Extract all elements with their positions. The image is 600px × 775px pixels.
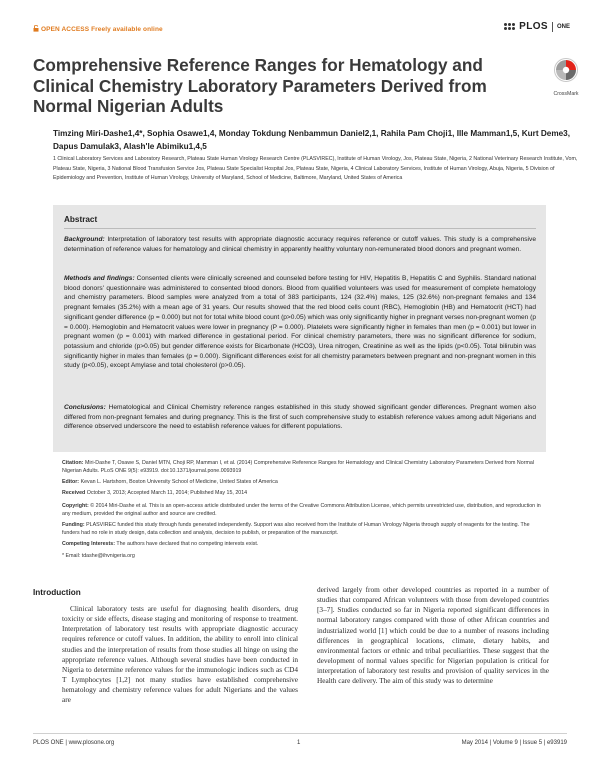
abstract-background bbox=[64, 235, 536, 254]
crossmark-badge[interactable] bbox=[548, 57, 584, 97]
open-access-text: OPEN ACCESS Freely available online bbox=[41, 26, 163, 33]
conclusions-label: Conclusions: bbox=[64, 404, 106, 411]
crossmark-label: CrossMark bbox=[553, 91, 579, 97]
introduction-heading: Introduction bbox=[33, 588, 81, 597]
plos-dots-icon bbox=[504, 23, 515, 30]
copyright: Copyright: © 2014 Miri-Dashe et al. This is an open-access article distributed under the terms of the Creative Commons Attribution License, which permits unrestricted use, distribution, and reproduction in any medium, provided the original author and source are credited. bbox=[62, 503, 541, 517]
open-lock-icon bbox=[33, 25, 39, 32]
journal-logo[interactable] bbox=[504, 21, 570, 32]
abstract-heading: Abstract bbox=[64, 215, 98, 224]
footer-issue: May 2014 | Volume 9 | Issue 5 | e93919 bbox=[461, 740, 567, 746]
background-label: Background: bbox=[64, 236, 105, 243]
page-number: 1 bbox=[297, 740, 301, 746]
affiliations: 1 Clinical Laboratory Services and Laboratory Research, Plateau State Human Virology Research Centre (PLASVIREC), Institute of Human Virology, Jos, Plateau State, Nigeria, 2 National Veterinary Research Institute, Vom, Plateau State, Nigeria, 3 National Blood Transfusion Service Jos, Plateau State Specialist Hospital Jos, Plateau State, Nigeria, 4 Clinical Laboratory Services, Institute of Human Virology, Abuja, Nigeria, 5 Division of Epidemiology and Prevention, Institute of Human Virology, University of Maryland, School of Medicine, Baltimore, Maryland, United States of America bbox=[53, 156, 578, 182]
intro-column-1: Clinical laboratory tests are useful for diagnosing health disorders, drug toxicity or side effects, disease staging and monitoring of response to treatment. Interpretation of laboratory test results with appropriate diagnostic accuracy requires reference or cutoff values. In addition, the ability to enroll into clinical studies and the interpretation of results from those studies all hinge on using the appropriate reference values. Although several studies have been conducted in Nigeria to determine reference values for the immunologic indices such as CD4 T Lymphocytes [1,2] not many studies have established comprehensive hematology and chemistry reference values for adult Nigerians and the values are bbox=[62, 604, 298, 705]
abstract-conclusions bbox=[64, 403, 536, 432]
citation: Citation: Miri-Dashe T, Osawe S, Daniel MTN, Choji RP, Mamman I, et al. (2014) Comprehensive Reference Ranges for Hematology and Clinical Chemistry Laboratory Parameters Derived from Normal Nigerian Adults. PLoS ONE 9(5): e93919. doi:10.1371/journal.pone.0093919 bbox=[62, 460, 535, 474]
intro-column-2: derived largely from other developed countries as reported in a number of studies that compared African volunteers with those from developed countries [3–7]. Studies conducted so far in Nigeria reported significant differences in normal laboratory ranges compared with those of other African countries and industrialized world [1] which could be due to a number of reasons including differences in geographical locations, climate, dietary habits, and environmental factors or ethnic and tribal peculiarities. These suggest that the development of normal values specific for Nigerian population is critical for interpretation of laboratory test results and provision of quality services in the Health care delivery. The aim of this study was to determine bbox=[317, 585, 549, 686]
methods-text: Consented clients were clinically screened and counseled before testing for HIV, Hepatitis B, Hepatitis C and Syphilis. Standard national blood donors' questionnaire was administered to consented blood donors. Blood from qualified volunteers was used for measurement of complete hematology and chemistry parameters. Blood samples were analyzed from a total of 383 participants, 124 (32.4%) males, 125 (32.6%) non-pregnant females and 134 pregnant females (35.2%) with a mean age of 31 years. Our results showed that the red blood cells count (RBC), Hemoglobin (HB) and Hematocrit (HCT) had significant gender difference (p = 0.000) but not for total white blood count (p>0.05) which was only significantly higher in pregnant verses non-pregnant women (p = 0.000). Hemoglobin and Hematocrit values were lower in pregnancy (P = 0.000). Platelets were significantly higher in females than men (p = 0.001) but lower in pregnant women (p = 0.001) with marked difference in gestational period. For clinical chemistry parameters, there was no significant difference for sodium, potassium and chloride (p>0.05) but gender difference exists for Bicarbonate (HCO3), Urea nitrogen, Creatinine as well as the lipids (p<0.05). Total bilirubin was significantly higher in males than females (p = 0.000). Significant differences exist for all chemistry parameters between pregnant and non-pregnant women in this study (p<0.05), except Amylase and total cholesterol (p>0.05). bbox=[64, 275, 536, 370]
competing-interests: Competing Interests: The authors have declared that no competing interests exist. bbox=[62, 541, 259, 547]
author-list: Timzing Miri-Dashe1,4*, Sophia Osawe1,4, Monday Tokdung Nenbammun Daniel2,1, Rahila Pam Choji1, Ille Mamman1,5, Kurt Deme3, Dapus Damulak3, Alash'le Abimiku1,4,5 bbox=[53, 129, 571, 151]
article-title: Comprehensive Reference Ranges for Hematology and Clinical Chemistry Laboratory Parameters Derived from Normal Nigerian Adults bbox=[33, 55, 487, 116]
abstract-divider bbox=[64, 228, 536, 229]
journal-logo-suffix: ONE bbox=[556, 23, 570, 30]
open-access-banner bbox=[33, 25, 163, 33]
email[interactable]: * Email: tdashe@ihvnigeria.org bbox=[62, 553, 135, 559]
journal-logo-text: PLOS bbox=[519, 21, 548, 32]
methods-label: Methods and findings: bbox=[64, 275, 135, 282]
abstract-box bbox=[53, 205, 546, 452]
funding: Funding: PLASVIREC funded this study through funds generated independently. Support was also received from the Institute of Human Virology Nigeria through supply of reagents for the testing. The funders had no role in study design, data collection and analysis, decision to publish, or preparation of the manuscript. bbox=[62, 522, 530, 536]
abstract-methods bbox=[64, 274, 536, 371]
dates: Received October 3, 2013; Accepted March 11, 2014; Published May 15, 2014 bbox=[62, 490, 248, 496]
conclusions-text: Hematological and Clinical Chemistry reference ranges established in this study showed significant gender differences. Pregnant women also differed from non-pregnant females and during pregnancy. This is the first of such comprehensive study to establish reference values among adult Nigerians and difference observed underscore the need to establish reference values for different populations. bbox=[64, 404, 536, 431]
editor: Editor: Kevan L. Hartshorn, Boston University School of Medicine, United States of America bbox=[62, 479, 278, 485]
footer-divider bbox=[33, 733, 567, 734]
background-text: Interpretation of laboratory test results with appropriate diagnostic accuracy requires reference or cutoff values. This study is a comprehensive determination of reference values for hematology and clinical chemistry in apparently healthy voluntary non-remunerated blood donors and pregnant women. bbox=[64, 236, 536, 253]
crossmark-icon bbox=[553, 57, 579, 85]
logo-divider bbox=[552, 22, 553, 32]
footer-journal[interactable]: PLOS ONE | www.plosone.org bbox=[33, 740, 115, 746]
